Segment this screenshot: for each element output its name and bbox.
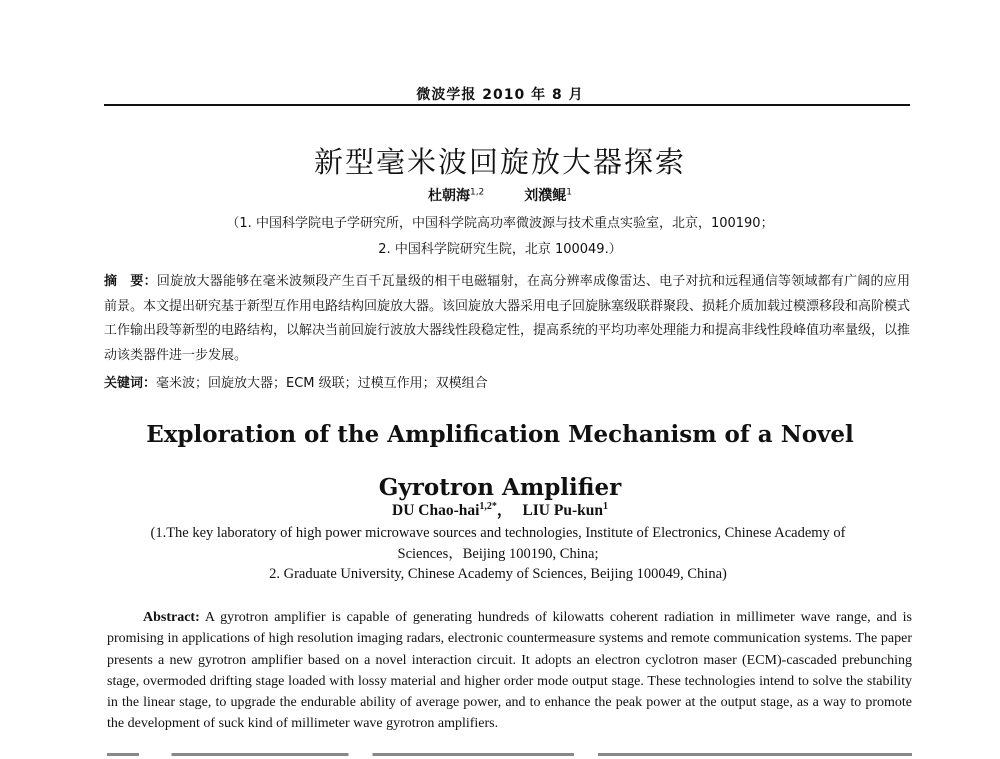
author-affiliation-mark: 1 [603, 500, 608, 512]
chinese-keywords-text: 毫米波；回旋放大器；ECM 级联；过模互作用；双模组合 [156, 376, 488, 391]
chinese-keywords-label: 关键词： [104, 376, 157, 391]
cropped-next-line [107, 753, 912, 756]
header-rule [104, 104, 910, 106]
chinese-authors [0, 185, 1000, 205]
chinese-abstract-label: 摘 要： [104, 274, 157, 289]
chinese-title: 新型毫米波回旋放大器探索 [313, 145, 686, 179]
chinese-abstract-text: 回旋放大器能够在毫米波频段产生百千瓦量级的相干电磁辐射，在高分辨率成像雷达、电子对抗和远程通信等领域都有广阔的应用前景。本文提出研究基于新型互作用电路结构回旋放大器。该回旋放大器采用电子回旋脉塞级联群聚段、损耗介质加载过模漂移段和高阶模式工作输出段等新型的电路结构，以解决当前回旋行波放大器线性段稳定性，提高系统的平均功率处理能力和提高非线性段峰值功率量级，以推动该类器件进一步发展。 [104, 274, 911, 363]
author-name: 杜朝海 [427, 188, 470, 204]
author-affiliation-mark: 1,2* [479, 500, 497, 512]
chinese-abstract [104, 270, 910, 368]
author-name: 刘濮鲲 [524, 188, 567, 204]
english-affiliation-line: (1.The key laboratory of high power microwave sources and technologies, Institute of Electronics, Chinese Academy of Sciences，Beijing 100190, China; [150, 525, 846, 562]
chinese-keywords [104, 372, 910, 391]
english-abstract-text: A gyrotron amplifier is capable of generating hundreds of kilowatts coherent radiation in millimeter wave range, and is promising in applications of high resolution imaging radars, electronic countermeasure systems and remote communication systems. The paper presents a new gyrotron amplifier based on a novel interaction circuit. It adopts an electron cyclotron maser (ECM)-cascaded prebunching stage, overmoded drifting stage loaded with lossy material and higher order mode output stage. These technologies intend to solve the stability in the linear stage, to upgrade the endurable ability of average power, and to enhance the peak power at the output stage, as a way to promote the development of suck kind of millimeter wave gyrotron amplifiers. [107, 610, 912, 732]
chinese-affiliation-line: （1. 中国科学院电子学研究所，中国科学院高功率微波源与技术重点实验室，北京，100190； [226, 216, 774, 231]
english-authors [0, 498, 1000, 520]
author-name: DU Chao-hai [392, 502, 480, 519]
english-abstract [107, 607, 912, 735]
english-affiliation-line: 2. Graduate University, Chinese Academy of Sciences, Beijing 100049, China) [269, 566, 727, 582]
english-abstract-label: Abstract: [143, 610, 200, 625]
chinese-affiliation-line: 2. 中国科学院研究生院，北京 100049.） [378, 242, 622, 257]
author-name: LIU Pu-kun [522, 502, 603, 519]
author-affiliation-mark: 1 [566, 187, 573, 198]
english-affiliations [128, 523, 868, 585]
author-separator: ， [496, 502, 513, 519]
author-affiliation-mark: 1,2 [469, 187, 485, 198]
english-title: Exploration of the Amplification Mechanism of a Novel Gyrotron Amplifier [146, 421, 854, 501]
journal-running-header: 微波学报 2010 年 8 月 [416, 87, 584, 103]
